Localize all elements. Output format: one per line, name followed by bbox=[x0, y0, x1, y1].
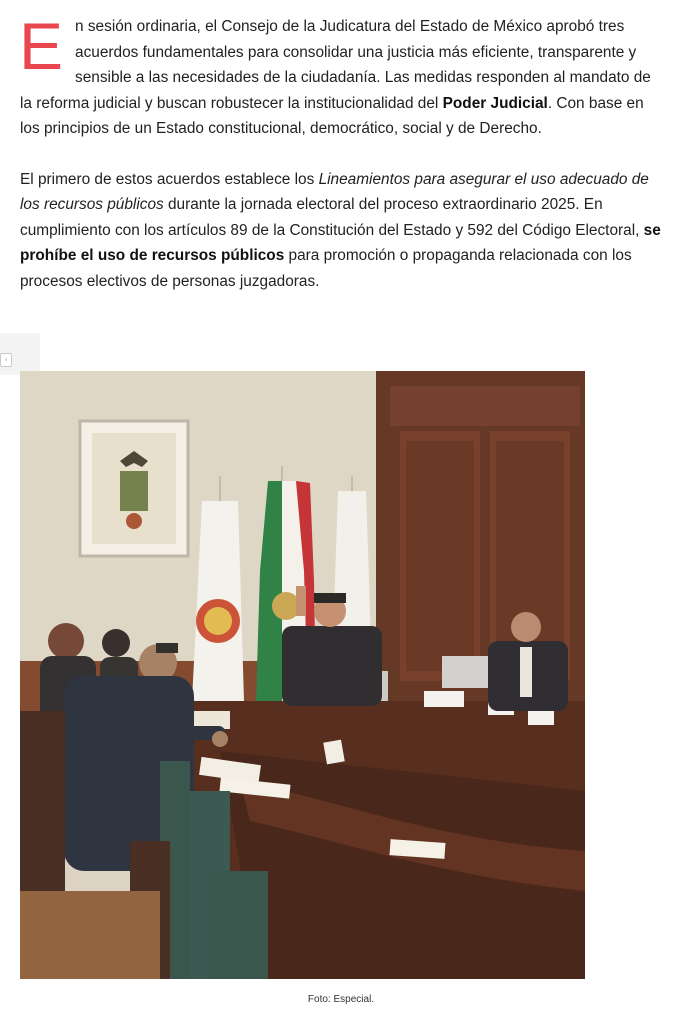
article-body bbox=[19, 9, 665, 294]
article-photo bbox=[20, 371, 585, 979]
photo-illustration bbox=[20, 371, 585, 979]
paragraph-1-bold: Poder Judicial bbox=[442, 94, 548, 112]
paragraph-2-start: El primero de estos acuerdos establece los bbox=[20, 170, 319, 188]
paragraph-2-mid: durante la jornada electoral del proceso extraordinario 2025. En cumplimiento con los artículos 89 de la Constitución del Estado y 592 del Código Electoral, bbox=[20, 196, 644, 239]
paragraph-1-text: n sesión ordinaria, el Consejo de la Judicatura del Estado de México aprobó tres acuerdos fundamentales para consolidar una justicia más eficiente, transparente y sensible a las necesidades de la ciudadanía. Las medidas responden al mandato de la reforma judicial y buscan robustecer la institucionalidad del bbox=[20, 18, 651, 112]
paragraph-2-bold: se prohíbe el uso de recursos públicos bbox=[20, 221, 661, 264]
drop-cap: E bbox=[19, 9, 64, 83]
paragraph-2-italic: Lineamientos para asegurar el uso adecuado de los recursos públicos bbox=[20, 170, 649, 213]
share-icon[interactable]: ◦ bbox=[0, 353, 12, 367]
paragraph-1 bbox=[19, 9, 665, 142]
photo-caption: Foto: Especial. bbox=[307, 994, 375, 1005]
paragraph-2 bbox=[20, 167, 665, 295]
paragraph-1-end: . Con base en los principios de un Estado constitucional, democrático, social y de Derecho. bbox=[20, 94, 644, 137]
paragraph-2-end: para promoción o propaganda relacionada con los procesos electivos de personas juzgadoras. bbox=[20, 247, 632, 290]
